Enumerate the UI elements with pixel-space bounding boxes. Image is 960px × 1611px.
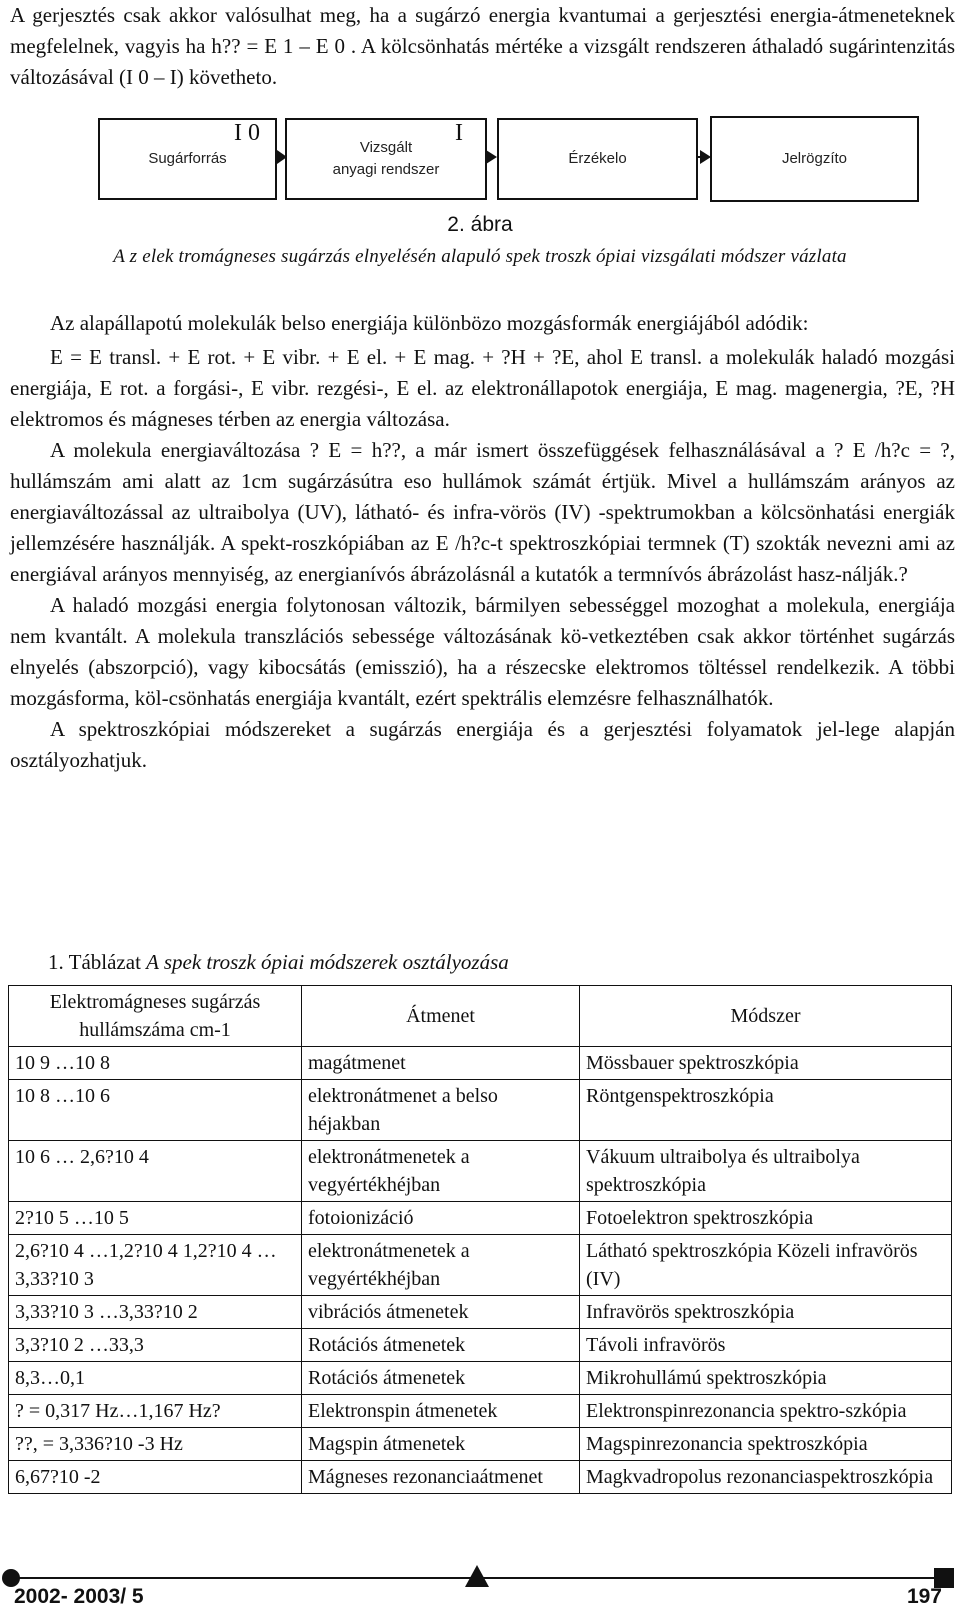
table-cell-wavenumber: ??, = 3,336?10 -3 Hz: [9, 1428, 302, 1461]
footer-page-number: 197: [906, 1585, 942, 1608]
table-cell-transition: Rotációs átmenetek: [302, 1362, 580, 1395]
diagram-arrows: [0, 110, 960, 220]
body-paragraph-2: E = E transl. + E rot. + E vibr. + E el. + E mag. + ?H + ?E, ahol E transl. a molekulák haladó mozgási energiája, E rot. a forgási-, E vibr. rezgési-, E el. az elektronállapotok energiája, E mag. magenergia, ?E, ?H elektromos és mágneses térben az energia változása.: [10, 345, 955, 431]
table-caption-number: 1. Táblázat: [48, 950, 141, 974]
arrow-head-3-icon: [700, 150, 711, 164]
body-paragraph-4: A haladó mozgási energia folytonosan változik, bármilyen sebességgel mozoghat a molekula, energiája nem kvantált. A molekula transzlációs sebessége változásának kö-vetkeztében csak akkor történhet sugárzás elnyelés (abszorpció), vagy kibocsátás (emisszió), ha a részecske elektromos töltéssel rendelkezik. A többi mozgásforma, köl-csönhatás energiája kvantált, ezért spektrális elemzésre felhasználhatók.: [10, 593, 955, 710]
body-paragraph-3: A molekula energiaváltozása ? E = h??, a már ismert összefüggések felhasználásával a ? E /h?c = ?, hullámszám ami alatt az 1cm sugárzásútra eso hullámok számát értjük. Mivel a hullámszám arányos az energiaváltozással az ultraibolya (UV), látható- és infra-vörös (IV) -spektrumokban a kölcsönhatási energiák jellemzésére használják. A spekt-roszkópiában az E /h?c-t spektroszkópiai termnek (T) szokták nevezni ami az energiával arányos mennyiség, az energianívós ábrázolásnál a kutatók a termnívós ábrázolást hasz-nálják.?: [10, 438, 955, 586]
table-cell-wavenumber: 10 8 …10 6: [9, 1080, 302, 1141]
arrow-head-2-icon: [486, 150, 497, 164]
table-cell-method: Röntgenspektroszkópia: [580, 1080, 952, 1141]
page-footer: [0, 1560, 960, 1611]
table-row: [9, 1362, 952, 1395]
table-cell-transition: elektronátmenet a belso héjakban: [302, 1080, 580, 1141]
table-cell-method: Magspinrezonancia spektroszkópia: [580, 1428, 952, 1461]
table-cell-wavenumber: 10 9 …10 8: [9, 1047, 302, 1080]
table-row: [9, 1428, 952, 1461]
diagram-box-sample-line2: anyagi rendszer: [332, 161, 440, 178]
diagram-label-i0: I 0: [234, 120, 260, 146]
table-cell-method: Távoli infravörös: [580, 1329, 952, 1362]
table-cell-transition: Magspin átmenetek: [302, 1428, 580, 1461]
table-row: [9, 1461, 952, 1494]
table-cell-method: Fotoelektron spektroszkópia: [580, 1202, 952, 1235]
diagram-box-sample-line1: Vizsgált: [359, 139, 413, 156]
table-header-wavenumber: Elektromágneses sugárzás hullámszáma cm-1: [9, 986, 302, 1047]
table-cell-wavenumber: 2,6?10 4 …1,2?10 4 1,2?10 4 …3,33?10 3: [9, 1235, 302, 1296]
table-cell-transition: elektronátmenetek a vegyértékhéjban: [302, 1141, 580, 1202]
table-cell-method: Mössbauer spektroszkópia: [580, 1047, 952, 1080]
table-row: [9, 1329, 952, 1362]
table-cell-method: Mikrohullámú spektroszkópia: [580, 1362, 952, 1395]
diagram-box-source-label: Sugárforrás: [148, 150, 227, 167]
table-header-transition: Átmenet: [302, 986, 580, 1047]
table-cell-transition: fotoionizáció: [302, 1202, 580, 1235]
table-cell-method: Látható spektroszkópia Közeli infravörös (IV): [580, 1235, 952, 1296]
table-cell-method: Infravörös spektroszkópia: [580, 1296, 952, 1329]
table-cell-method: Magkvadropolus rezonanciaspektroszkópia: [580, 1461, 952, 1494]
spectroscopy-table: [8, 985, 952, 1494]
table-row: [9, 1395, 952, 1428]
table-cell-wavenumber: 10 6 … 2,6?10 4: [9, 1141, 302, 1202]
table-row: [9, 1235, 952, 1296]
table-cell-wavenumber: 6,67?10 -2: [9, 1461, 302, 1494]
body-paragraph-5: A spektroszkópiai módszereket a sugárzás energiája és a gerjesztési folyamatok jel-lege alapján osztályozhatjuk.: [10, 717, 955, 772]
table-cell-wavenumber: 8,3…0,1: [9, 1362, 302, 1395]
table-cell-wavenumber: 2?10 5 …10 5: [9, 1202, 302, 1235]
table-row: [9, 1080, 952, 1141]
table-cell-method: Vákuum ultraibolya és ultraibolya spektroszkópia: [580, 1141, 952, 1202]
table-cell-transition: Elektronspin átmenetek: [302, 1395, 580, 1428]
table-cell-method: Elektronspinrezonancia spektro-szkópia: [580, 1395, 952, 1428]
table-cell-transition: magátmenet: [302, 1047, 580, 1080]
table-caption: [48, 950, 509, 975]
table-row: [9, 1202, 952, 1235]
diagram-box-recorder-label: Jelrögzíto: [781, 150, 848, 167]
figure-number: 2. ábra: [447, 213, 513, 236]
table-cell-transition: Mágneses rezonanciaátmenet: [302, 1461, 580, 1494]
table-cell-wavenumber: 3,33?10 3 …3,33?10 2: [9, 1296, 302, 1329]
table-cell-wavenumber: ? = 0,317 Hz…1,167 Hz?: [9, 1395, 302, 1428]
table-row: [9, 1296, 952, 1329]
footer-triangle-icon: [465, 1565, 489, 1587]
table-row: [9, 1141, 952, 1202]
intro-text: A gerjesztés csak akkor valósulhat meg, ha a sugárzó energia kvantumai a gerjesztési energia-átmeneteknek megfelelnek, vagyis ha h?? = E 1 – E 0 . A kölcsönhatás mértéke a vizsgált rendszeren áthaladó sugárintenzitás változásával (I 0 – I) követheto.: [10, 3, 955, 89]
body-text: [10, 308, 955, 776]
table-header-row: [9, 986, 952, 1047]
table-cell-wavenumber: 3,3?10 2 …33,3: [9, 1329, 302, 1362]
table-row: [9, 1047, 952, 1080]
intro-paragraph: [10, 0, 955, 93]
body-paragraph-1: Az alapállapotú molekulák belso energiája különbözo mozgásformák energiájából adódik:: [50, 311, 809, 335]
table-cell-transition: vibrációs átmenetek: [302, 1296, 580, 1329]
footer-issue: 2002- 2003/ 5: [14, 1585, 144, 1608]
table-header-method: Módszer: [580, 986, 952, 1047]
arrow-head-1-icon: [277, 150, 287, 164]
spectroscopy-diagram: [0, 110, 960, 220]
diagram-box-detector-label: Érzékelo: [568, 150, 627, 167]
table-cell-transition: Rotációs átmenetek: [302, 1329, 580, 1362]
table-caption-title: A spek troszk ópiai módszerek osztályozása: [146, 950, 509, 974]
diagram-label-i: I: [455, 120, 463, 146]
table-cell-transition: elektronátmenetek a vegyértékhéjban: [302, 1235, 580, 1296]
figure-caption: A z elek tromágneses sugárzás elnyelésén alapuló spek troszk ópiai vizsgálati módszer vázlata: [113, 246, 847, 267]
